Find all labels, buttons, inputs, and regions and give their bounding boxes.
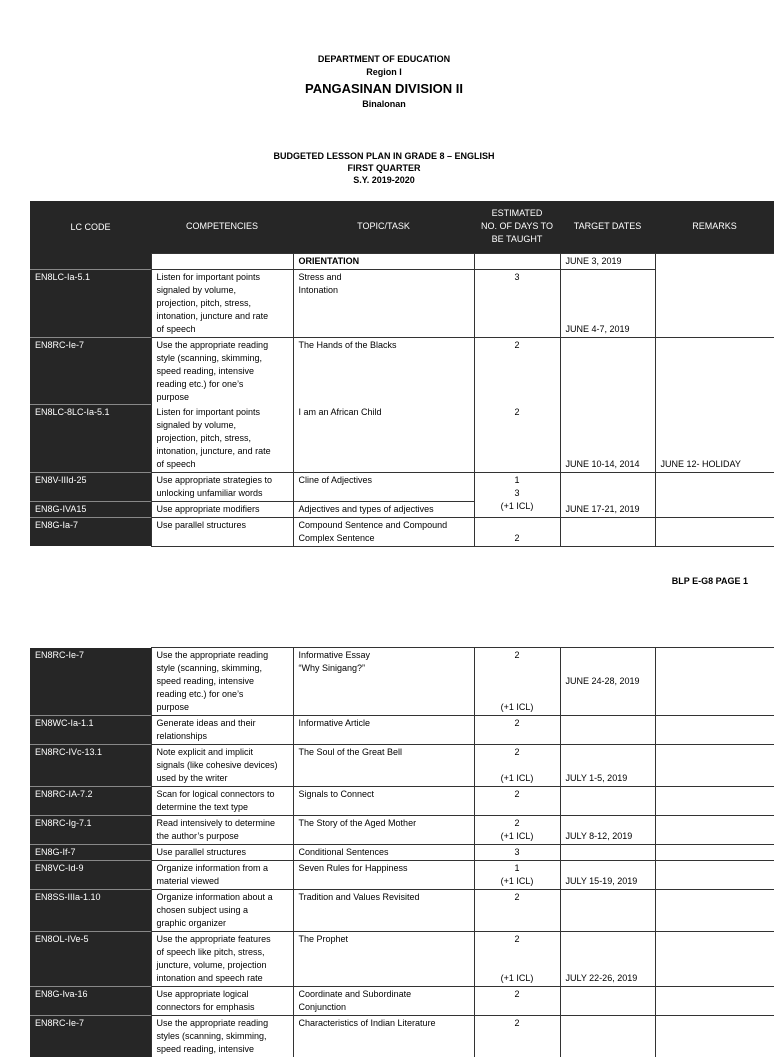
competency-cell <box>151 337 293 405</box>
table-row <box>30 745 774 787</box>
competency-line: reading etc.) for one’s <box>157 688 288 701</box>
date-cell: JUNE 4-7, 2019 <box>560 269 655 337</box>
table-header-row <box>30 201 774 253</box>
competency-line: Organize information about a <box>157 891 288 904</box>
competency-cell <box>151 845 293 861</box>
icl-note: (+1 ICL) <box>475 875 560 888</box>
lc-code-cell: EN8RC-Ig-7.1 <box>30 816 151 845</box>
days-cell <box>474 787 560 816</box>
competency-cell <box>151 405 293 473</box>
competency-line: unlocking unfamiliar words <box>157 487 288 500</box>
days-value: 2 <box>480 817 555 830</box>
date-cell: JUNE 24-28, 2019 <box>560 648 655 716</box>
page2-table-body <box>30 648 774 1057</box>
table-row <box>30 517 774 546</box>
topic-cell <box>293 1016 474 1057</box>
competency-cell <box>151 890 293 932</box>
lc-code-cell: EN8G-Iva-16 <box>30 987 151 1016</box>
competency-line: Generate ideas and their <box>157 717 288 730</box>
competency-line: Use the appropriate features <box>157 933 288 946</box>
lc-code-cell: EN8RC-Ie-7 <box>30 337 151 405</box>
lc-code-cell: EN8RC-Ie-7 <box>30 1016 151 1057</box>
table-row <box>30 253 774 269</box>
date-cell: JULY 22-26, 2019 <box>560 932 655 987</box>
days-cell: 3 <box>474 269 560 337</box>
topic-cell: Cline of Adjectives <box>293 472 474 501</box>
lc-code-cell: EN8RC-Ie-7 <box>30 648 151 716</box>
days-value: 2 <box>480 649 555 662</box>
column-header-dates: TARGET DATES <box>560 201 655 253</box>
remark-cell <box>655 845 774 861</box>
days-value: 2 <box>480 1017 555 1030</box>
competency-cell <box>151 816 293 845</box>
days-cell: 2 <box>474 337 560 405</box>
competency-cell <box>151 1016 293 1057</box>
lc-code-cell: EN8V-IIId-25 <box>30 472 151 501</box>
competency-line: Use the appropriate reading <box>157 339 288 352</box>
topic-cell <box>293 745 474 787</box>
remark-cell <box>655 1016 774 1057</box>
topic-cell: Adjectives and types of adjectives <box>293 501 474 517</box>
competency-line: determine the text type <box>157 801 288 814</box>
lc-code-cell: EN8G-Ia-7 <box>30 517 151 546</box>
column-header-lc-code: LC CODE <box>30 201 151 253</box>
topic-cell <box>293 932 474 987</box>
competency-line: Note explicit and implicit <box>157 746 288 759</box>
competency-line: Scan for logical connectors to <box>157 788 288 801</box>
topic-line: Informative Article <box>299 717 469 730</box>
school-year-label: S.Y. 2019-2020 <box>0 174 768 186</box>
date-cell <box>560 517 655 546</box>
days-value: 1 <box>480 474 555 487</box>
table-row <box>30 861 774 890</box>
lc-code-cell: EN8G-If-7 <box>30 845 151 861</box>
topic-line: Intonation <box>299 284 469 297</box>
days-cell <box>474 890 560 932</box>
division-title: PANGASINAN DIVISION II <box>0 81 768 97</box>
remark-cell <box>655 745 774 787</box>
remark-cell <box>655 787 774 816</box>
competency-line: graphic organizer <box>157 917 288 930</box>
days-cell <box>474 932 560 987</box>
topic-cell: I am an African Child <box>293 405 474 473</box>
lc-code-cell: EN8SS-IIIa-1.10 <box>30 890 151 932</box>
topic-line: Conditional Sentences <box>299 846 469 859</box>
topic-cell <box>293 787 474 816</box>
topic-line: The Soul of the Great Bell <box>299 746 469 759</box>
competency-line: Use parallel structures <box>157 846 288 859</box>
table-row <box>30 845 774 861</box>
icl-note: (+1 ICL) <box>475 830 560 843</box>
remark-cell <box>655 987 774 1016</box>
date-cell: JULY 1-5, 2019 <box>560 745 655 787</box>
icl-note: (+1 ICL) <box>475 701 560 714</box>
topic-line: Characteristics of Indian Literature <box>299 1017 469 1030</box>
topic-line: Coordinate and Subordinate <box>299 988 469 1001</box>
competency-cell <box>151 269 293 337</box>
competency-line: intonation, juncture, and rate <box>157 445 288 458</box>
lc-code-cell: EN8LC-Ia-5.1 <box>30 269 151 337</box>
lc-code-cell <box>30 253 151 269</box>
competency-line: purpose <box>157 391 288 404</box>
column-header-topic: TOPIC/TASK <box>293 201 474 253</box>
icl-note: (+1 ICL) <box>480 500 555 513</box>
quarter-label: FIRST QUARTER <box>0 162 768 174</box>
table-row <box>30 472 774 501</box>
topic-cell <box>293 716 474 745</box>
competency-line: speed reading, intensive <box>157 365 288 378</box>
competency-cell <box>151 861 293 890</box>
competency-line: intonation, juncture and rate <box>157 310 288 323</box>
days-value: 2 <box>480 746 555 759</box>
lc-code-cell: EN8VC-Id-9 <box>30 861 151 890</box>
remark-cell <box>655 472 774 517</box>
topic-cell <box>293 987 474 1016</box>
days-value: 3 <box>480 846 555 859</box>
competency-cell <box>151 716 293 745</box>
remark-cell <box>655 648 774 716</box>
table-row <box>30 1016 774 1057</box>
table-row <box>30 890 774 932</box>
competency-line: material viewed <box>157 875 288 888</box>
remark-cell <box>655 932 774 987</box>
competency-cell: Use parallel structures <box>151 517 293 546</box>
lesson-plan-table-page2 <box>30 647 774 1057</box>
competency-cell <box>151 472 293 501</box>
topic-line: Seven Rules for Happiness <box>299 862 469 875</box>
topic-line: Complex Sentence <box>299 532 469 545</box>
competency-cell <box>151 932 293 987</box>
competency-line: intonation and speech rate <box>157 972 288 985</box>
days-value: 2 <box>480 933 555 946</box>
page-number-label: BLP E-G8 PAGE 1 <box>672 576 748 586</box>
topic-cell <box>293 890 474 932</box>
competency-cell: Use appropriate modifiers <box>151 501 293 517</box>
topic-cell <box>293 517 474 546</box>
table-row <box>30 787 774 816</box>
competency-line: Use the appropriate reading <box>157 649 288 662</box>
competency-line: signals (like cohesive devices) <box>157 759 288 772</box>
competency-line: signaled by volume, <box>157 284 288 297</box>
date-cell <box>560 1016 655 1057</box>
lc-code-cell: EN8G-IVA15 <box>30 501 151 517</box>
plan-title: BUDGETED LESSON PLAN IN GRADE 8 – ENGLISH <box>0 150 768 162</box>
table-row <box>30 932 774 987</box>
date-cell <box>560 787 655 816</box>
competency-line: relationships <box>157 730 288 743</box>
column-header-remarks: REMARKS <box>655 201 774 253</box>
date-cell: JUNE 3, 2019 <box>560 253 655 269</box>
date-cell: JUNE 10-14, 2014 <box>560 337 655 472</box>
topic-line: The Prophet <box>299 933 469 946</box>
date-cell <box>560 987 655 1016</box>
topic-line: Stress and <box>299 271 469 284</box>
table-row <box>30 987 774 1016</box>
competency-cell <box>151 253 293 269</box>
competency-line: Use appropriate strategies to <box>157 474 288 487</box>
topic-line: Conjunction <box>299 1001 469 1014</box>
competency-line: chosen subject using a <box>157 904 288 917</box>
days-cell <box>474 845 560 861</box>
competency-cell <box>151 987 293 1016</box>
days-cell <box>474 1016 560 1057</box>
table-row <box>30 648 774 716</box>
lc-code-cell: EN8LC-8LC-Ia-5.1 <box>30 405 151 473</box>
lc-code-cell: EN8OL-IVe-5 <box>30 932 151 987</box>
days-value: 2 <box>480 988 555 1001</box>
days-value: 3 <box>480 487 555 500</box>
table-row <box>30 816 774 845</box>
icl-note: (+1 ICL) <box>475 772 560 785</box>
days-cell <box>474 861 560 890</box>
topic-line: Informative Essay <box>299 649 469 662</box>
remark-cell <box>655 816 774 845</box>
days-cell <box>474 745 560 787</box>
town-label: Binalonan <box>0 98 768 110</box>
competency-line: the author’s purpose <box>157 830 288 843</box>
department-title: DEPARTMENT OF EDUCATION <box>0 53 768 65</box>
remark-cell <box>655 861 774 890</box>
competency-line: speed reading, intensive <box>157 675 288 688</box>
days-cell <box>474 716 560 745</box>
days-cell <box>474 648 560 716</box>
table-row <box>30 716 774 745</box>
lc-code-cell: EN8WC-Ia-1.1 <box>30 716 151 745</box>
topic-cell <box>293 845 474 861</box>
date-cell <box>560 716 655 745</box>
remark-cell <box>655 253 774 337</box>
days-header-line: NO. OF DAYS TO <box>479 220 555 233</box>
competency-line: projection, pitch, stress, <box>157 432 288 445</box>
icl-note: (+1 ICL) <box>475 972 560 985</box>
competency-line: reading etc.) for one’s <box>157 378 288 391</box>
topic-cell <box>293 269 474 337</box>
days-cell <box>474 816 560 845</box>
topic-line: Tradition and Values Revisited <box>299 891 469 904</box>
remark-cell <box>655 517 774 546</box>
days-cell <box>474 987 560 1016</box>
topic-line: “Why Sinigang?” <box>299 662 469 675</box>
competency-line: Read intensively to determine <box>157 817 288 830</box>
competency-line: speed reading, intensive <box>157 1043 288 1056</box>
region-label: Region I <box>0 66 768 78</box>
days-cell <box>474 253 560 269</box>
days-value: 2 <box>480 717 555 730</box>
competency-line: purpose <box>157 701 288 714</box>
topic-line: Signals to Connect <box>299 788 469 801</box>
date-cell: JULY 15-19, 2019 <box>560 861 655 890</box>
competency-line: connectors for emphasis <box>157 1001 288 1014</box>
competency-line: Listen for important points <box>157 271 288 284</box>
column-header-days <box>474 201 560 253</box>
days-cell <box>474 472 560 517</box>
competency-line: style (scanning, skimming, <box>157 352 288 365</box>
competency-line: Use the appropriate reading <box>157 1017 288 1030</box>
days-value: 1 <box>480 862 555 875</box>
days-header-line: BE TAUGHT <box>479 233 555 246</box>
competency-line: styles (scanning, skimming, <box>157 1030 288 1043</box>
topic-cell <box>293 861 474 890</box>
competency-line: Listen for important points <box>157 406 288 419</box>
remark-cell: JUNE 12- HOLIDAY <box>655 337 774 472</box>
days-header-line: ESTIMATED <box>479 207 555 220</box>
competency-line: of speech <box>157 323 288 336</box>
topic-line: Compound Sentence and Compound <box>299 519 469 532</box>
lc-code-cell: EN8RC-IA-7.2 <box>30 787 151 816</box>
topic-cell: The Hands of the Blacks <box>293 337 474 405</box>
remark-cell <box>655 716 774 745</box>
competency-line: projection, pitch, stress, <box>157 297 288 310</box>
lesson-plan-table-page1 <box>30 201 774 547</box>
days-value: 2 <box>480 891 555 904</box>
competency-line: Use appropriate logical <box>157 988 288 1001</box>
date-cell <box>560 890 655 932</box>
topic-cell: ORIENTATION <box>293 253 474 269</box>
competency-line: of speech <box>157 458 288 471</box>
competency-line: juncture, volume, projection <box>157 959 288 972</box>
remark-cell <box>655 890 774 932</box>
table-row <box>30 337 774 405</box>
days-cell: 2 <box>474 517 560 546</box>
date-cell: JUNE 17-21, 2019 <box>560 472 655 517</box>
competency-line: of speech like pitch, stress, <box>157 946 288 959</box>
competency-cell <box>151 745 293 787</box>
competency-cell <box>151 648 293 716</box>
competency-line: signaled by volume, <box>157 419 288 432</box>
lc-code-cell: EN8RC-IVc-13.1 <box>30 745 151 787</box>
competency-cell <box>151 787 293 816</box>
days-value: 2 <box>480 788 555 801</box>
competency-line: Organize information from a <box>157 862 288 875</box>
days-cell: 2 <box>474 405 560 473</box>
column-header-competencies: COMPETENCIES <box>151 201 293 253</box>
competency-line: used by the writer <box>157 772 288 785</box>
date-cell: JULY 8-12, 2019 <box>560 816 655 845</box>
topic-cell <box>293 816 474 845</box>
date-cell <box>560 845 655 861</box>
topic-line: The Story of the Aged Mother <box>299 817 469 830</box>
topic-cell <box>293 648 474 716</box>
competency-line: style (scanning, skimming, <box>157 662 288 675</box>
